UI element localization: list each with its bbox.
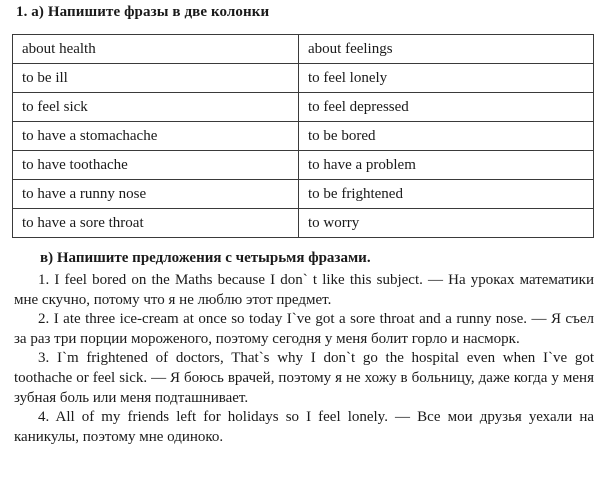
feelings-cell: to be bored <box>299 122 594 151</box>
sentences-list <box>14 271 594 447</box>
task-a-heading: 1. а) Напишите фразы в две колонки <box>16 4 270 20</box>
table-row <box>13 122 594 151</box>
feelings-cell: to feel lonely <box>299 64 594 93</box>
feelings-cell: to be frightened <box>299 180 594 209</box>
table-row <box>13 93 594 122</box>
health-cell: to have a sore throat <box>13 209 299 238</box>
table-row <box>13 64 594 93</box>
feelings-cell: to feel depressed <box>299 93 594 122</box>
health-cell: to be ill <box>13 64 299 93</box>
sentence-4: 4. All of my friends left for holidays so I feel lonely. — Все мои друзья уехали на каникулы, поэтому мне одиноко. <box>14 409 594 445</box>
task-b-heading: в) Напишите предложения с четырьмя фразами. <box>40 250 371 266</box>
table-row <box>13 151 594 180</box>
column-header-feelings: about feelings <box>299 35 594 64</box>
health-cell: to feel sick <box>13 93 299 122</box>
health-cell: to have toothache <box>13 151 299 180</box>
sentence-3: 3. I`m frightened of doctors, That`s why I don`t go the hospital even when I`ve got toothache or feel sick. — Я боюсь врачей, поэтому я не хожу в больницу, даже когда у меня зубная боль или меня подташнивает. <box>14 350 594 406</box>
table-row <box>13 180 594 209</box>
feelings-cell: to worry <box>299 209 594 238</box>
table-row <box>13 209 594 238</box>
sentence-2: 2. I ate three ice-cream at once so today I`ve got a sore throat and a runny nose. — Я съел за раз три порции мороженого, поэтому сегодня у меня болит горло и насморк. <box>14 311 594 347</box>
column-header-health: about health <box>13 35 299 64</box>
health-cell: to have a stomachache <box>13 122 299 151</box>
sentence-1: 1. I feel bored on the Maths because I don` t like this subject. — На уроках математики мне скучно, потому что я не люблю этот предмет. <box>14 272 594 308</box>
phrases-table <box>12 34 594 238</box>
feelings-cell: to have a problem <box>299 151 594 180</box>
table-header-row <box>13 35 594 64</box>
health-cell: to have a runny nose <box>13 180 299 209</box>
